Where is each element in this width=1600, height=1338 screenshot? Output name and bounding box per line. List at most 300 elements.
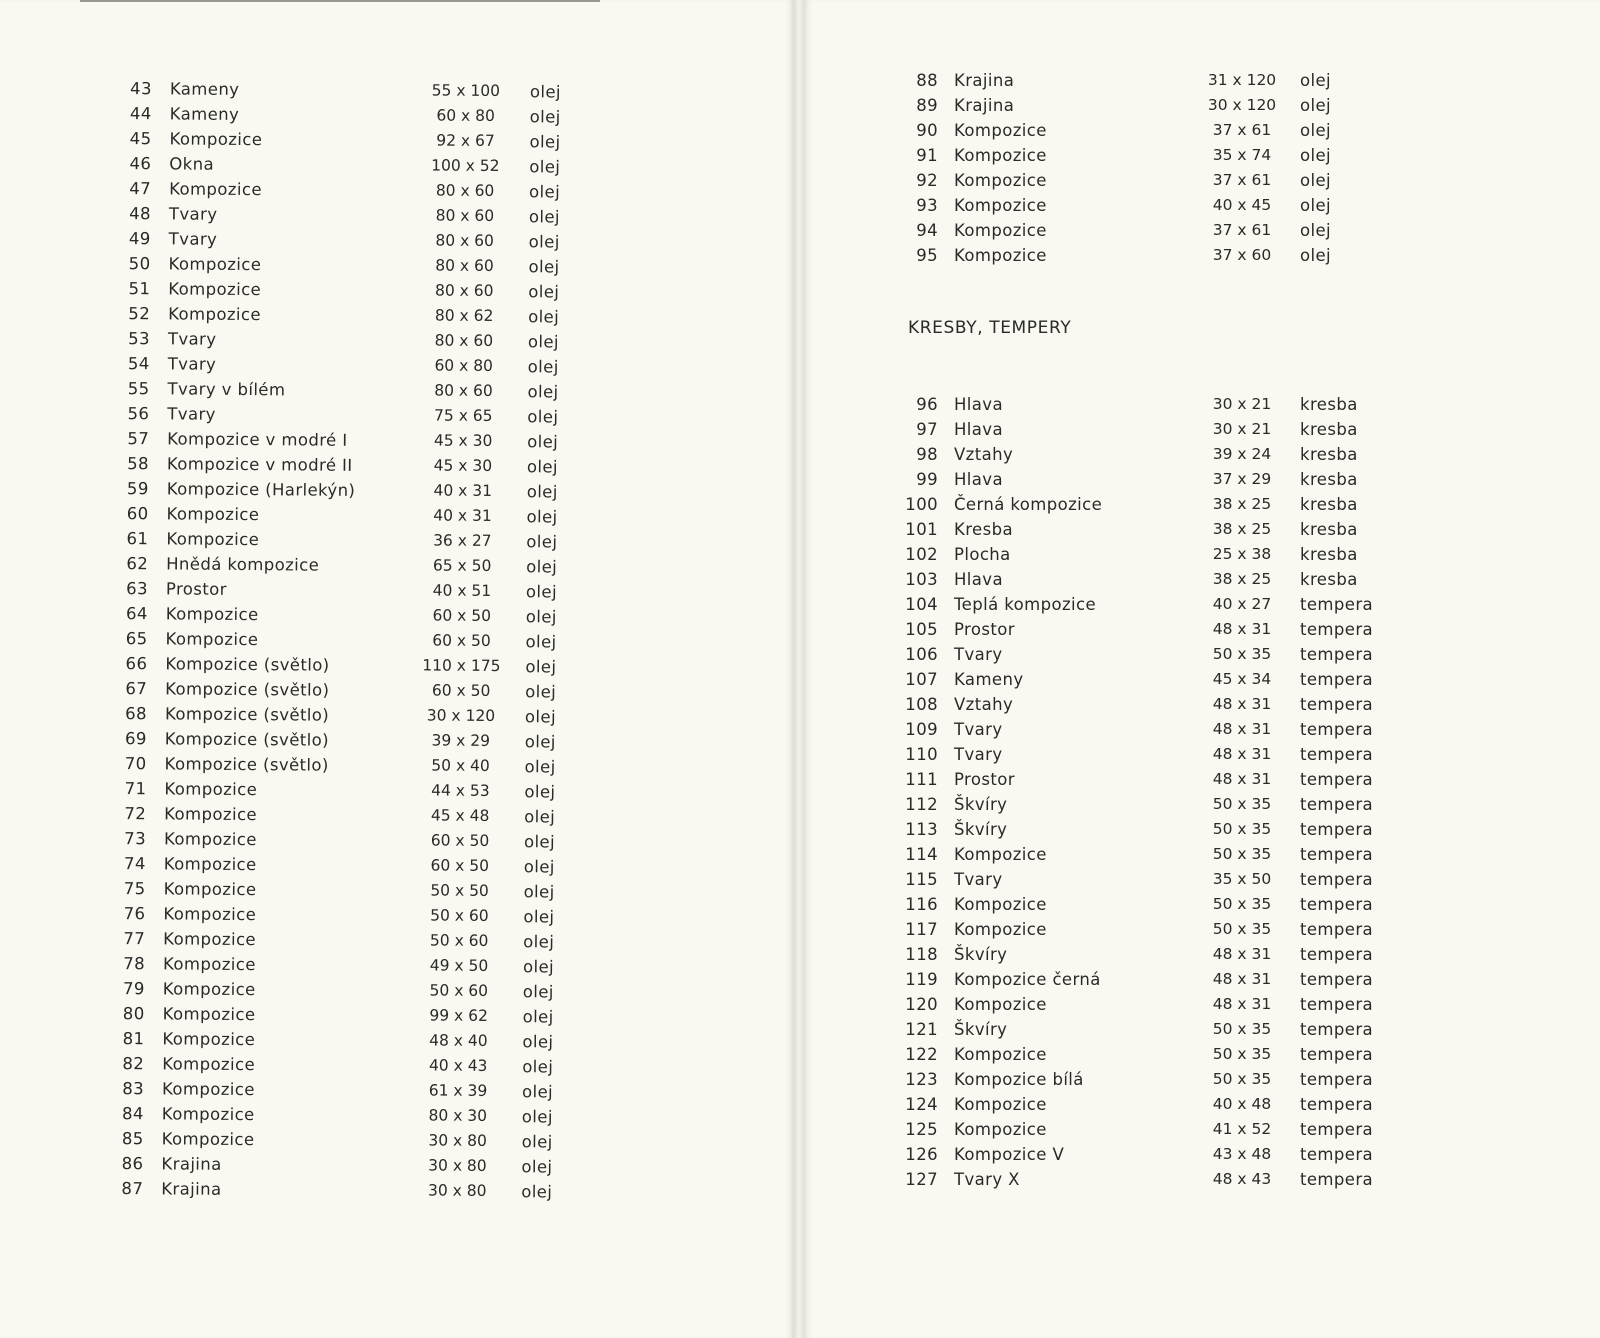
entry-dimensions: 80 x 60 [435, 281, 494, 300]
entry-number: 47 [129, 179, 152, 199]
entry-medium: olej [529, 107, 561, 127]
entry-medium: tempera [1300, 645, 1374, 664]
entry-number: 105 [905, 620, 938, 639]
entry-dimensions: 80 x 60 [435, 231, 495, 250]
entry-medium: olej [525, 682, 557, 702]
entry-dimensions: 48 x 31 [1212, 970, 1272, 988]
entry-number: 102 [905, 545, 938, 564]
entry-dimensions: 30 x 80 [427, 1181, 487, 1200]
entry-dimensions: 30 x 120 [426, 706, 496, 725]
entry-number: 98 [916, 445, 938, 464]
entry-medium: olej [524, 782, 556, 802]
entry-number: 123 [905, 1070, 938, 1089]
entry-dimensions: 48 x 31 [1212, 745, 1272, 763]
entry-number: 86 [121, 1154, 144, 1174]
entry-medium: olej [529, 182, 561, 202]
entry-number: 79 [122, 979, 145, 999]
entry-medium: olej [525, 607, 557, 627]
entry-number: 85 [121, 1129, 144, 1149]
entry-title: Kompozice [954, 995, 1047, 1014]
entry-medium: tempera [1300, 895, 1374, 914]
entry-dimensions: 39 x 29 [431, 731, 491, 750]
entry-medium: kresba [1300, 520, 1358, 539]
entry-number: 126 [905, 1145, 938, 1164]
entry-number: 83 [122, 1079, 145, 1099]
entry-dimensions: 80 x 62 [434, 306, 494, 325]
entry-medium: tempera [1300, 770, 1374, 789]
entry-medium: kresba [1300, 395, 1358, 414]
entry-dimensions: 55 x 100 [431, 81, 501, 101]
entry-title: Kompozice [161, 1079, 255, 1100]
entry-dimensions: 38 x 25 [1212, 520, 1272, 538]
entry-number: 109 [905, 720, 938, 739]
entry-number: 106 [905, 645, 938, 664]
entry-medium: tempera [1300, 920, 1374, 939]
entry-title: Prostor [954, 770, 1015, 789]
entry-medium: olej [527, 382, 559, 402]
entry-title: Prostor [165, 579, 227, 599]
entry-title: Tvary v bílém [167, 379, 286, 400]
section-heading: KRESBY, TEMPERY [908, 318, 1072, 338]
entry-number: 118 [905, 945, 938, 964]
entry-title: Kompozice [168, 279, 262, 300]
entry-title: Kompozice [164, 779, 258, 800]
entry-dimensions: 80 x 60 [435, 256, 494, 275]
entry-title: Kompozice [163, 854, 257, 875]
entry-title: Kompozice [163, 879, 257, 900]
entry-dimensions: 50 x 35 [1212, 920, 1272, 938]
entry-number: 44 [129, 104, 152, 124]
entry-title: Kompozice V [954, 1145, 1065, 1164]
entry-number: 117 [905, 920, 938, 939]
entry-dimensions: 60 x 50 [430, 831, 490, 850]
entry-number: 75 [123, 879, 146, 899]
entry-medium: olej [1300, 146, 1332, 165]
entry-medium: tempera [1300, 945, 1374, 964]
entry-number: 60 [126, 504, 149, 524]
entry-number: 108 [905, 695, 938, 714]
entry-medium: olej [522, 1057, 554, 1077]
entry-title: Tvary [167, 354, 217, 374]
entry-medium: olej [1300, 221, 1332, 240]
entry-title: Škvíry [954, 820, 1008, 839]
entry-title: Kompozice [954, 171, 1047, 190]
entry-dimensions: 75 x 65 [434, 406, 493, 425]
entry-number: 122 [905, 1045, 938, 1064]
entry-title: Vztahy [954, 445, 1014, 464]
entry-dimensions: 50 x 60 [429, 981, 489, 1000]
entry-title: Hlava [954, 420, 1003, 439]
entry-title: Krajina [161, 1179, 222, 1199]
entry-medium: olej [523, 832, 556, 852]
entry-medium: tempera [1300, 795, 1374, 814]
entry-title: Škvíry [954, 1020, 1008, 1039]
entry-title: Kompozice [169, 129, 263, 150]
entry-title: Teplá kompozice [954, 595, 1097, 614]
entry-dimensions: 40 x 27 [1212, 595, 1272, 613]
entry-medium: olej [524, 807, 556, 827]
entry-dimensions: 30 x 80 [428, 1156, 487, 1175]
entry-medium: olej [1300, 71, 1332, 90]
entry-dimensions: 80 x 30 [428, 1106, 488, 1125]
entry-title: Kompozice (světlo) [165, 679, 330, 700]
entry-dimensions: 61 x 39 [428, 1081, 488, 1100]
entry-dimensions: 40 x 51 [432, 581, 492, 600]
entry-medium: tempera [1300, 820, 1374, 839]
entry-title: Kompozice [165, 604, 259, 625]
entry-medium: tempera [1300, 720, 1374, 739]
entry-title: Vztahy [954, 695, 1014, 714]
entry-dimensions: 50 x 50 [430, 881, 489, 900]
entry-dimensions: 45 x 34 [1212, 670, 1272, 688]
entry-number: 112 [905, 795, 938, 814]
entry-medium: olej [528, 257, 560, 277]
entry-title: Kompozice v modré II [166, 454, 353, 475]
entry-medium: olej [521, 1082, 554, 1102]
entry-dimensions: 30 x 21 [1212, 420, 1272, 438]
entry-number: 124 [905, 1095, 938, 1114]
entry-title: Kompozice [954, 246, 1047, 265]
entry-dimensions: 41 x 52 [1212, 1120, 1272, 1138]
entry-number: 113 [905, 820, 938, 839]
entry-number: 70 [124, 754, 147, 774]
entry-number: 66 [125, 654, 148, 674]
entry-dimensions: 50 x 35 [1212, 1070, 1272, 1088]
entry-number: 67 [125, 679, 148, 699]
entry-medium: tempera [1300, 620, 1374, 639]
entry-dimensions: 60 x 50 [431, 681, 491, 700]
entry-title: Tvary [167, 329, 217, 349]
entry-title: Kameny [954, 670, 1024, 689]
entry-number: 99 [916, 470, 938, 489]
entry-medium: olej [522, 957, 555, 977]
entry-number: 93 [916, 196, 938, 215]
entry-dimensions: 39 x 24 [1212, 445, 1272, 463]
entry-dimensions: 35 x 50 [1212, 870, 1272, 888]
entry-number: 100 [905, 495, 938, 514]
entry-medium: olej [528, 232, 560, 252]
entry-title: Kompozice [163, 904, 257, 925]
entry-number: 55 [127, 379, 150, 399]
entry-title: Černá kompozice [954, 495, 1103, 514]
entry-title: Kompozice [168, 304, 262, 325]
entry-number: 78 [123, 954, 146, 974]
entry-medium: olej [1300, 246, 1332, 265]
entry-medium: olej [528, 282, 560, 302]
entry-number: 64 [125, 604, 148, 624]
entry-dimensions: 37 x 60 [1212, 246, 1272, 264]
entry-dimensions: 25 x 38 [1212, 545, 1272, 563]
entry-dimensions: 30 x 21 [1212, 395, 1272, 413]
entry-medium: tempera [1300, 1020, 1374, 1039]
entry-medium: olej [522, 1007, 554, 1027]
entry-dimensions: 50 x 35 [1212, 1045, 1272, 1063]
entry-number: 51 [128, 279, 151, 299]
entry-number: 87 [121, 1179, 144, 1199]
entry-number: 57 [127, 429, 150, 449]
entry-number: 72 [124, 804, 147, 824]
entry-dimensions: 50 x 35 [1212, 1020, 1272, 1038]
entry-number: 95 [916, 246, 938, 265]
entry-number: 104 [905, 595, 938, 614]
entry-dimensions: 60 x 50 [432, 631, 491, 650]
entry-dimensions: 45 x 30 [433, 431, 493, 450]
entry-number: 121 [905, 1020, 938, 1039]
entry-title: Kompozice [162, 1004, 256, 1025]
entry-number: 120 [905, 995, 938, 1014]
entry-title: Kompozice (světlo) [164, 704, 330, 725]
entry-medium: olej [1300, 121, 1332, 140]
entry-dimensions: 60 x 80 [434, 356, 494, 375]
entry-medium: olej [526, 457, 559, 477]
entry-dimensions: 31 x 120 [1207, 71, 1277, 89]
entry-medium: tempera [1300, 1170, 1374, 1189]
entry-medium: olej [521, 1182, 553, 1202]
entry-dimensions: 50 x 60 [429, 931, 489, 950]
entry-dimensions: 38 x 25 [1212, 495, 1272, 513]
entry-title: Kompozice [165, 629, 259, 650]
entry-title: Kompozice [954, 920, 1047, 939]
entry-medium: kresba [1300, 545, 1358, 564]
entry-number: 80 [122, 1004, 145, 1024]
entry-number: 61 [126, 529, 149, 549]
entry-medium: olej [529, 132, 561, 152]
entry-medium: olej [1300, 171, 1332, 190]
entry-medium: olej [523, 932, 555, 952]
entry-medium: olej [528, 307, 560, 327]
entry-number: 54 [127, 354, 150, 374]
entry-title: Kompozice [954, 1120, 1047, 1139]
entry-title: Kompozice [161, 1129, 255, 1150]
entry-number: 53 [128, 329, 151, 349]
entry-title: Hlava [954, 570, 1003, 589]
entry-medium: tempera [1300, 1120, 1374, 1139]
entry-title: Kompozice [163, 829, 257, 850]
entry-dimensions: 80 x 60 [434, 381, 493, 400]
entry-dimensions: 50 x 40 [431, 756, 490, 775]
entry-medium: kresba [1300, 570, 1358, 589]
entry-medium: kresba [1300, 470, 1358, 489]
entry-number: 110 [905, 745, 938, 764]
entry-title: Kompozice (světlo) [165, 654, 330, 675]
entry-dimensions: 48 x 31 [1212, 770, 1272, 788]
entry-title: Kompozice [954, 1095, 1047, 1114]
entry-number: 94 [916, 221, 938, 240]
entry-number: 46 [129, 154, 152, 174]
entry-number: 43 [130, 79, 152, 99]
entry-number: 50 [128, 254, 151, 274]
entry-title: Hnědá kompozice [166, 554, 320, 575]
entry-number: 125 [905, 1120, 938, 1139]
entry-title: Kompozice [168, 254, 262, 275]
entry-dimensions: 40 x 45 [1212, 196, 1272, 214]
entry-title: Kompozice černá [954, 970, 1101, 989]
entry-title: Tvary [168, 204, 218, 224]
entry-number: 52 [128, 304, 151, 324]
entry-number: 45 [129, 129, 152, 149]
entry-dimensions: 92 x 67 [436, 131, 495, 150]
entry-title: Krajina [954, 71, 1015, 90]
entry-medium: olej [526, 507, 558, 527]
entry-number: 116 [905, 895, 938, 914]
entry-title: Kompozice [163, 929, 257, 950]
entry-medium: kresba [1300, 420, 1358, 439]
entry-title: Kompozice [954, 895, 1047, 914]
entry-title: Tvary [954, 870, 1003, 889]
entry-title: Prostor [954, 620, 1015, 639]
entry-number: 65 [125, 629, 148, 649]
entry-medium: olej [527, 357, 559, 377]
entry-title: Tvary [167, 404, 216, 424]
entry-dimensions: 49 x 50 [429, 956, 489, 975]
entry-dimensions: 40 x 31 [433, 506, 492, 525]
entry-dimensions: 48 x 40 [429, 1031, 488, 1050]
entry-title: Kompozice [162, 1054, 256, 1075]
entry-number: 114 [905, 845, 938, 864]
entry-title: Kresba [954, 520, 1013, 539]
entry-dimensions: 48 x 31 [1212, 620, 1272, 638]
entry-title: Kompozice bílá [954, 1070, 1084, 1089]
entry-dimensions: 80 x 60 [434, 331, 494, 350]
entry-medium: tempera [1300, 1095, 1374, 1114]
entry-number: 103 [905, 570, 938, 589]
entry-number: 127 [905, 1170, 938, 1189]
entry-dimensions: 38 x 25 [1212, 570, 1272, 588]
entry-dimensions: 40 x 48 [1212, 1095, 1272, 1113]
entry-medium: tempera [1300, 695, 1374, 714]
entry-title: Kompozice [954, 1045, 1047, 1064]
entry-medium: tempera [1300, 1145, 1374, 1164]
entry-number: 74 [123, 854, 146, 874]
entry-medium: tempera [1300, 745, 1374, 764]
entry-title: Plocha [954, 545, 1011, 564]
entry-dimensions: 48 x 31 [1212, 995, 1272, 1013]
entry-title: Kompozice [954, 196, 1047, 215]
entry-dimensions: 35 x 74 [1212, 146, 1272, 164]
entry-medium: olej [525, 657, 557, 677]
entry-medium: olej [525, 582, 558, 602]
entry-dimensions: 48 x 31 [1212, 945, 1272, 963]
entry-medium: olej [524, 707, 557, 727]
entry-medium: olej [523, 882, 555, 902]
entry-dimensions: 48 x 43 [1212, 1170, 1272, 1188]
entry-number: 91 [916, 146, 938, 165]
entry-title: Tvary [168, 229, 218, 249]
entry-dimensions: 30 x 80 [428, 1131, 487, 1150]
entry-number: 63 [126, 579, 149, 599]
entry-title: Krajina [954, 96, 1015, 115]
entry-title: Hlava [954, 470, 1003, 489]
entry-medium: olej [522, 1032, 554, 1052]
entry-number: 48 [129, 204, 151, 224]
entry-dimensions: 100 x 52 [431, 156, 500, 175]
entry-dimensions: 44 x 53 [431, 781, 490, 800]
entry-title: Škvíry [954, 795, 1008, 814]
entry-number: 59 [126, 479, 149, 499]
entry-medium: tempera [1300, 970, 1374, 989]
entry-dimensions: 110 x 175 [422, 656, 501, 676]
entry-medium: olej [528, 207, 560, 227]
entry-dimensions: 37 x 29 [1212, 470, 1272, 488]
entry-number: 77 [123, 929, 146, 949]
entry-number: 71 [124, 779, 147, 799]
entry-number: 89 [916, 96, 938, 115]
entry-medium: olej [521, 1107, 553, 1127]
entry-dimensions: 37 x 61 [1212, 221, 1272, 239]
entry-medium: olej [524, 757, 556, 777]
entry-medium: tempera [1300, 845, 1374, 864]
entry-medium: tempera [1300, 995, 1374, 1014]
entry-number: 101 [905, 520, 938, 539]
entry-title: Kompozice [954, 845, 1047, 864]
entry-title: Kompozice (světlo) [164, 729, 330, 750]
entry-dimensions: 50 x 35 [1212, 795, 1272, 813]
entry-medium: olej [527, 332, 560, 352]
entry-number: 69 [124, 729, 147, 749]
entry-medium: olej [527, 407, 559, 427]
entry-dimensions: 40 x 31 [433, 481, 493, 500]
entry-number: 115 [905, 870, 938, 889]
entry-medium: olej [526, 557, 558, 577]
entry-number: 62 [126, 554, 149, 574]
entry-title: Kompozice [162, 1029, 256, 1050]
entry-dimensions: 60 x 50 [430, 856, 490, 875]
entry-dimensions: 30 x 120 [1207, 96, 1277, 114]
entry-number: 90 [916, 121, 938, 140]
entry-number: 96 [916, 395, 938, 414]
entry-number: 49 [128, 229, 151, 249]
top-edge-line [80, 0, 600, 2]
entry-medium: tempera [1300, 1045, 1374, 1064]
entry-number: 111 [905, 770, 938, 789]
entry-number: 58 [127, 454, 150, 474]
entry-medium: olej [521, 1157, 553, 1177]
entry-title: Okna [169, 154, 215, 174]
entry-dimensions: 36 x 27 [433, 531, 492, 550]
entry-medium: tempera [1300, 870, 1374, 889]
entry-dimensions: 50 x 35 [1212, 645, 1272, 663]
entry-title: Kompozice [169, 179, 262, 200]
entry-medium: olej [527, 432, 559, 452]
entry-number: 119 [905, 970, 938, 989]
entry-dimensions: 50 x 60 [430, 906, 489, 925]
entry-title: Krajina [161, 1154, 222, 1174]
entry-dimensions: 60 x 50 [432, 606, 492, 625]
entry-medium: olej [522, 982, 554, 1002]
entry-dimensions: 50 x 35 [1212, 820, 1272, 838]
entry-medium: olej [523, 857, 555, 877]
entry-dimensions: 40 x 43 [428, 1056, 488, 1075]
entry-dimensions: 99 x 62 [429, 1006, 488, 1025]
entry-dimensions: 45 x 48 [430, 806, 490, 825]
entry-medium: kresba [1300, 445, 1358, 464]
entry-title: Kompozice [954, 121, 1047, 140]
entry-number: 92 [916, 171, 938, 190]
book-gutter [794, 0, 804, 1338]
entry-title: Kameny [169, 104, 240, 124]
entry-title: Kompozice [166, 529, 260, 550]
entry-medium: olej [529, 82, 561, 102]
entry-medium: olej [521, 1132, 553, 1152]
entry-title: Kompozice [162, 954, 256, 975]
entry-title: Tvary [954, 720, 1003, 739]
entry-medium: kresba [1300, 495, 1358, 514]
entry-number: 76 [123, 904, 146, 924]
entry-title: Kompozice [954, 146, 1047, 165]
entry-medium: olej [1300, 96, 1332, 115]
entry-title: Kompozice [954, 221, 1047, 240]
entry-title: Tvary [954, 745, 1003, 764]
